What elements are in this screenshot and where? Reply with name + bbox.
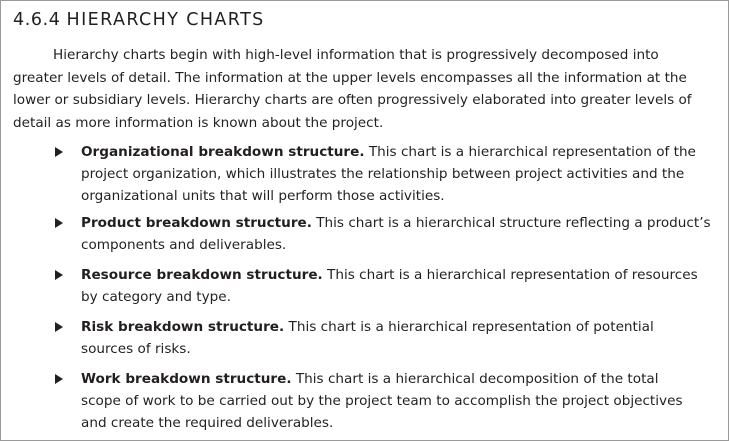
bullet-line: sources of risks. (81, 341, 191, 357)
triangle-bullet-icon (55, 270, 63, 280)
bullet-text (81, 316, 729, 360)
bullet-line: scope of work to be carried out by the project team to accomplish the project objectives (81, 393, 683, 409)
triangle-bullet-icon (55, 374, 63, 384)
bullet-term: Risk breakdown structure. (81, 319, 285, 335)
bullet-line: This chart is a hierarchical representation of resources (322, 267, 698, 283)
bullet-line: This chart is a hierarchical representation of the (364, 144, 696, 160)
bullet-line: This chart is a hierarchical structure reflecting a product’s (311, 215, 711, 231)
intro-paragraph (13, 44, 718, 134)
bullet-term: Product breakdown structure. (81, 215, 312, 231)
bullet-term: Resource breakdown structure. (81, 267, 323, 283)
bullet-term: Work breakdown structure. (81, 371, 292, 387)
bullet-term: Organizational breakdown structure. (81, 144, 365, 160)
section-title: HIERARCHY CHARTS (66, 10, 265, 30)
section-number: 4.6.4 (13, 10, 61, 30)
bullet-line: by category and type. (81, 289, 231, 305)
bullet-line: project organization, which illustrates the relationship between project activities and the (81, 166, 685, 182)
bullet-text (81, 368, 729, 434)
triangle-bullet-icon (55, 322, 63, 332)
bullet-line: organizational units that will perform those activities. (81, 188, 445, 204)
intro-line: greater levels of detail. The information at the upper levels encompasses all the information at the (13, 69, 687, 86)
bullet-line: components and deliverables. (81, 237, 287, 253)
bullet-line: and create the required deliverables. (81, 415, 334, 431)
intro-line: Hierarchy charts begin with high-level information that is progressively decomposed into (53, 47, 659, 63)
section-heading (13, 8, 265, 32)
intro-line: lower or subsidiary levels. Hierarchy charts are often progressively elaborated into greater levels of (13, 92, 692, 108)
bullet-line: This chart is a hierarchical decomposition of the total (291, 371, 659, 387)
triangle-bullet-icon (55, 218, 63, 228)
bullet-text (81, 264, 729, 308)
triangle-bullet-icon (55, 147, 63, 157)
bullet-line: This chart is a hierarchical representation of potential (284, 319, 654, 335)
bullet-text (81, 141, 729, 207)
intro-line: detail as more information is known about the project. (13, 114, 384, 131)
bullet-text (81, 212, 729, 256)
